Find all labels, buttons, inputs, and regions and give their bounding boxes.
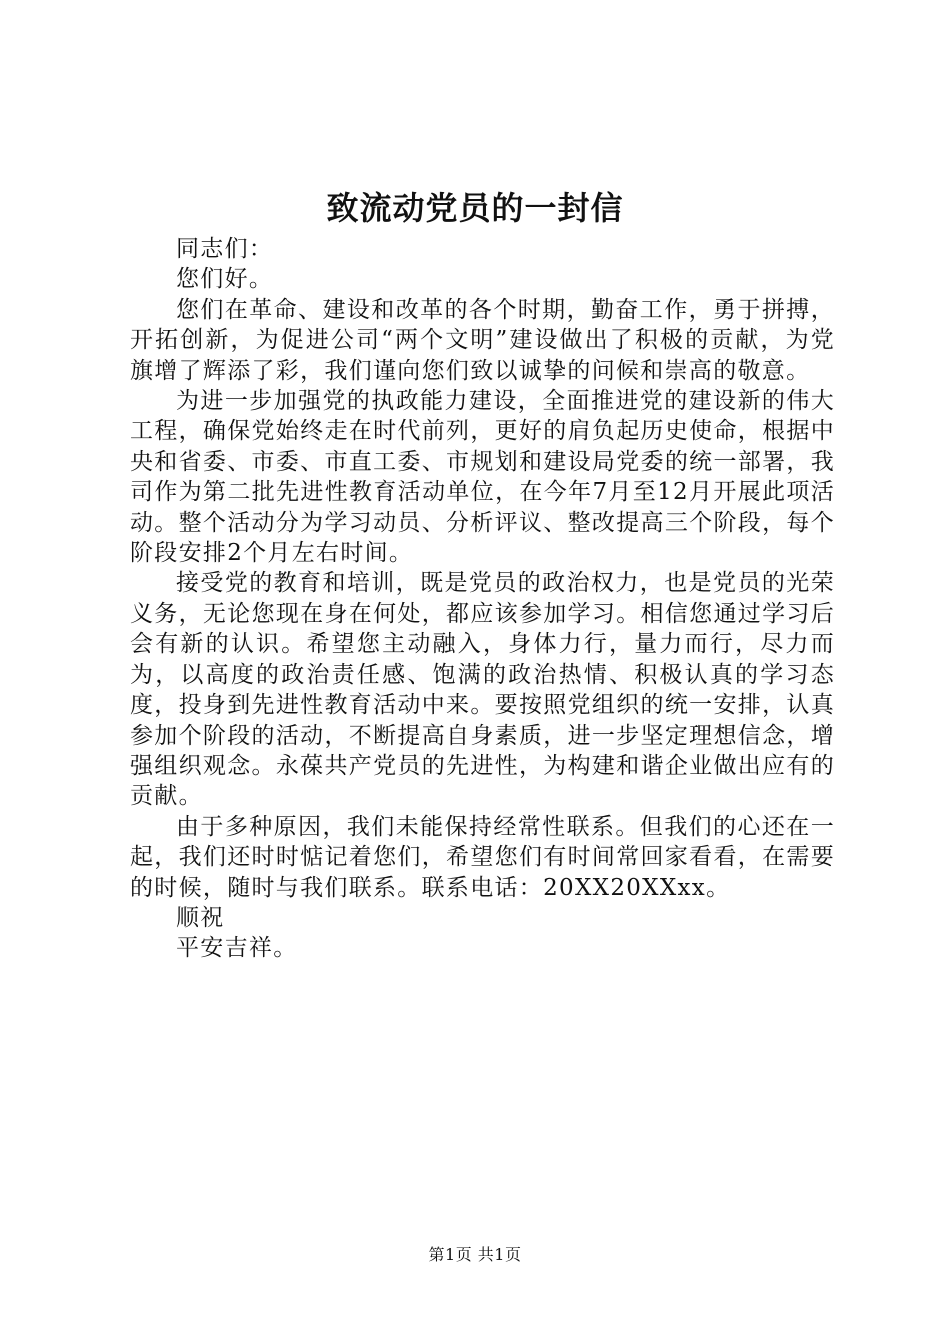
greeting-line: 同志们：	[176, 236, 274, 262]
page-number: 第1页 共1页	[428, 1245, 522, 1264]
paragraph: 由于多种原因，我们未能保持经常性联系。但我们的心还在一起，我们还时时惦记着您们，希望您们有时间常回家看看，在需要的时候，随时与我们联系。联系电话：20XX20XXxx。	[130, 813, 835, 901]
paragraph: 您们在革命、建设和改革的各个时期，勤奋工作，勇于拼搏，开拓创新，为促进公司“两个文明”建设做出了积极的贡献，为党旗增了辉添了彩，我们谨向您们致以诚挚的问候和崇高的敬意。	[130, 296, 835, 384]
wish-line: 平安吉祥。	[176, 935, 298, 962]
letter-body	[130, 234, 835, 964]
paragraph: 接受党的教育和培训，既是党员的政治权力，也是党员的光荣义务，无论您现在身在何处，都应该参加学习。相信您通过学习后会有新的认识。希望您主动融入，身体力行，量力而行，尽力而为，以高度的政治责任感、饱满的政治热情、积极认真的学习态度，投身到先进性教育活动中来。要按照党组织的统一安排，认真参加个阶段的活动，不断提高自身素质，进一步坚定理想信念，增强组织观念。永葆共产党员的先进性，为构建和谐企业做出应有的贡献。	[130, 570, 835, 810]
paragraph: 为进一步加强党的执政能力建设，全面推进党的建设新的伟大工程，确保党始终走在时代前列，更好的肩负起历史使命，根据中央和省委、市委、市直工委、市规划和建设局党委的统一部署，我司作为第二批先进性教育活动单位，在今年7月至12月开展此项活动。整个活动分为学习动员、分析评议、整改提高三个阶段，每个阶段安排2个月左右时间。	[130, 388, 835, 567]
document-title: 致流动党员的一封信	[326, 189, 624, 227]
closing-line: 顺祝	[176, 904, 225, 931]
salutation-line: 您们好。	[176, 266, 274, 293]
